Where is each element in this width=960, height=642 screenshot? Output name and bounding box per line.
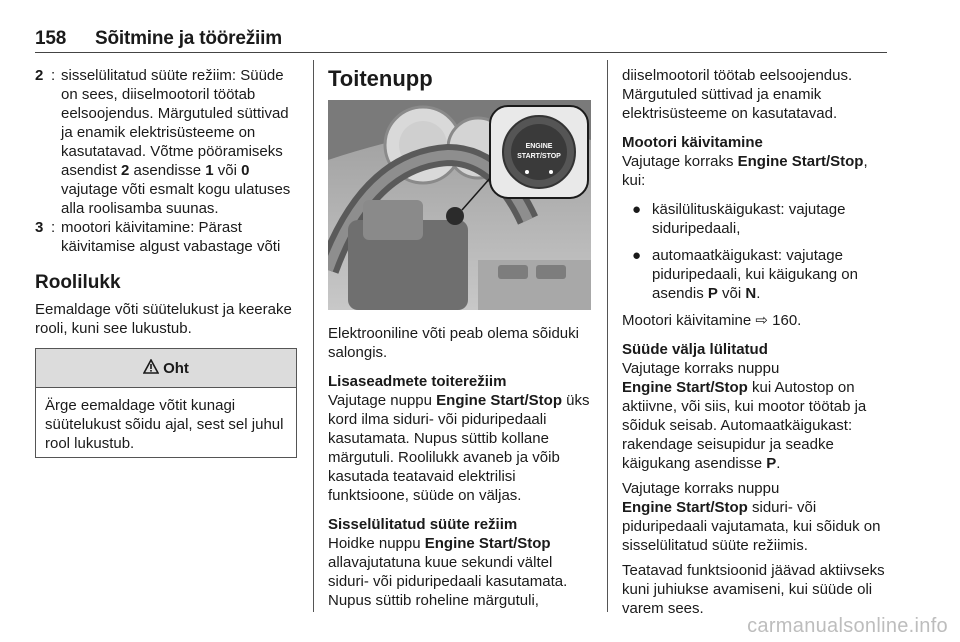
engine-button-label-1: ENGINE bbox=[525, 143, 553, 150]
column-2 bbox=[328, 66, 593, 92]
column-2-body bbox=[328, 324, 596, 610]
lisaseadmete-text: Vajutage nuppu Engine Start/Stop üks kord ilma siduri- või piduripedaali kasutamata. Nupus süttib kollane märgutuli. Roolilukk avaneb ja võib kasutada teatavaid elektrilisi funktsioone, süüde on väljas. bbox=[328, 392, 590, 504]
dashboard-illustration bbox=[328, 100, 591, 310]
item-text: sisselülitatud süüte režiim: Süüde on sees, diiselmootoril töötab eelsoojendus. Märgutuled süttivad ja enamik elektrisüsteeme on kasutatavad. Võtme pööramiseks asendist 2 asendisse 1 või 0 vajutage võti esmalt kogu ulatuses alla roolisamba suunas. bbox=[61, 67, 291, 217]
column-divider-1 bbox=[313, 60, 314, 612]
list-item-2 bbox=[35, 66, 300, 218]
column-divider-2 bbox=[607, 60, 608, 612]
section-title-sisselulitatud: Sisselülitatud süüte režiim bbox=[328, 516, 518, 533]
bullet-item-1 bbox=[622, 200, 890, 238]
warning-box bbox=[35, 348, 297, 458]
warning-title: Oht bbox=[163, 359, 189, 377]
bullet-item-2 bbox=[622, 246, 890, 303]
bullet-dot: ● bbox=[632, 247, 642, 264]
bullet-dot: ● bbox=[632, 201, 642, 218]
page-title: Sõitmine ja töörežiim bbox=[95, 28, 282, 49]
page-header bbox=[35, 28, 282, 50]
section-title-mootori-kaivitamine: Mootori käivitamine bbox=[622, 134, 763, 151]
list-item-3 bbox=[35, 218, 300, 256]
page-number: 158 bbox=[35, 28, 67, 49]
section-title-suude-valja: Süüde välja lülitatud bbox=[622, 341, 768, 358]
warning-header bbox=[36, 349, 296, 388]
column-3 bbox=[622, 66, 890, 618]
cross-reference[interactable]: Mootori käivitamine ⇨ 160. bbox=[622, 312, 802, 329]
kaivitamine-text: Vajutage korraks Engine Start/Stop, kui: bbox=[622, 153, 868, 189]
illustration-caption: Elektrooniline võti peab olema sõiduki salongis. bbox=[328, 325, 579, 361]
roolilukk-text: Eemaldage võti süütelukust ja keerake rooli, kuni see lukustub. bbox=[35, 301, 292, 337]
item-sep: : bbox=[51, 219, 56, 236]
watermark: carmanualsonline.info bbox=[747, 615, 948, 637]
section-heading-toitenupp: Toitenupp bbox=[328, 66, 433, 91]
section-heading-roolilukk: Roolilukk bbox=[35, 272, 121, 293]
item-key: 3 bbox=[35, 219, 44, 236]
warning-text: Ärge eemaldage võtit kunagi süütelukust sõidu ajal, sest sel juhul rool lukustub. bbox=[45, 397, 284, 452]
bullet-text: käsilülituskäigukast: vajutage siduripedaali, bbox=[652, 201, 846, 237]
warning-triangle-icon bbox=[143, 359, 159, 378]
header-divider bbox=[35, 52, 887, 53]
item-key: 2 bbox=[35, 67, 44, 84]
column-1 bbox=[35, 66, 300, 338]
reference-arrow-icon: ⇨ bbox=[755, 312, 768, 329]
continued-text: diiselmootoril töötab eelsoojendus. Märgutuled süttivad ja enamik elektrisüsteeme on kasutatavad. bbox=[622, 67, 853, 122]
bullet-text: automaatkäigukast: vajutage piduripedaali, kui käigukang on asendis P või N. bbox=[652, 247, 858, 302]
paragraph-2: Vajutage korraks nuppu Engine Start/Stop siduri- või piduripedaali vajutamata, kui sõiduk on sisselülitatud süüte režiimis. bbox=[622, 480, 881, 554]
section-title-lisaseadmete: Lisaseadmete toiterežiim bbox=[328, 373, 507, 390]
engine-button-label-2: START/STOP bbox=[517, 153, 561, 160]
paragraph-3: Teatavad funktsioonid jäävad aktiivseks kuni juhiukse avamiseni, kui süüde oli varem sees. bbox=[622, 562, 885, 617]
item-text: mootori käivitamine: Pärast käivitamise algust vabastage võti bbox=[61, 219, 281, 255]
suude-valja-text: Vajutage korraks nuppu Engine Start/Stop kui Autostop on aktiivne, või siis, kui mootor töötab ja sõiduk seisab. Automaatkäigukast: rakendage seisupidur ja seadke käigukang asendisse P. bbox=[622, 360, 867, 472]
sisselulitatud-text: Hoidke nuppu Engine Start/Stop allavajutatuna kuue sekundi vältel siduri- või piduripedaali kasutamata. Nupus süttib roheline märgutuli, bbox=[328, 535, 568, 609]
item-sep: : bbox=[51, 67, 56, 84]
